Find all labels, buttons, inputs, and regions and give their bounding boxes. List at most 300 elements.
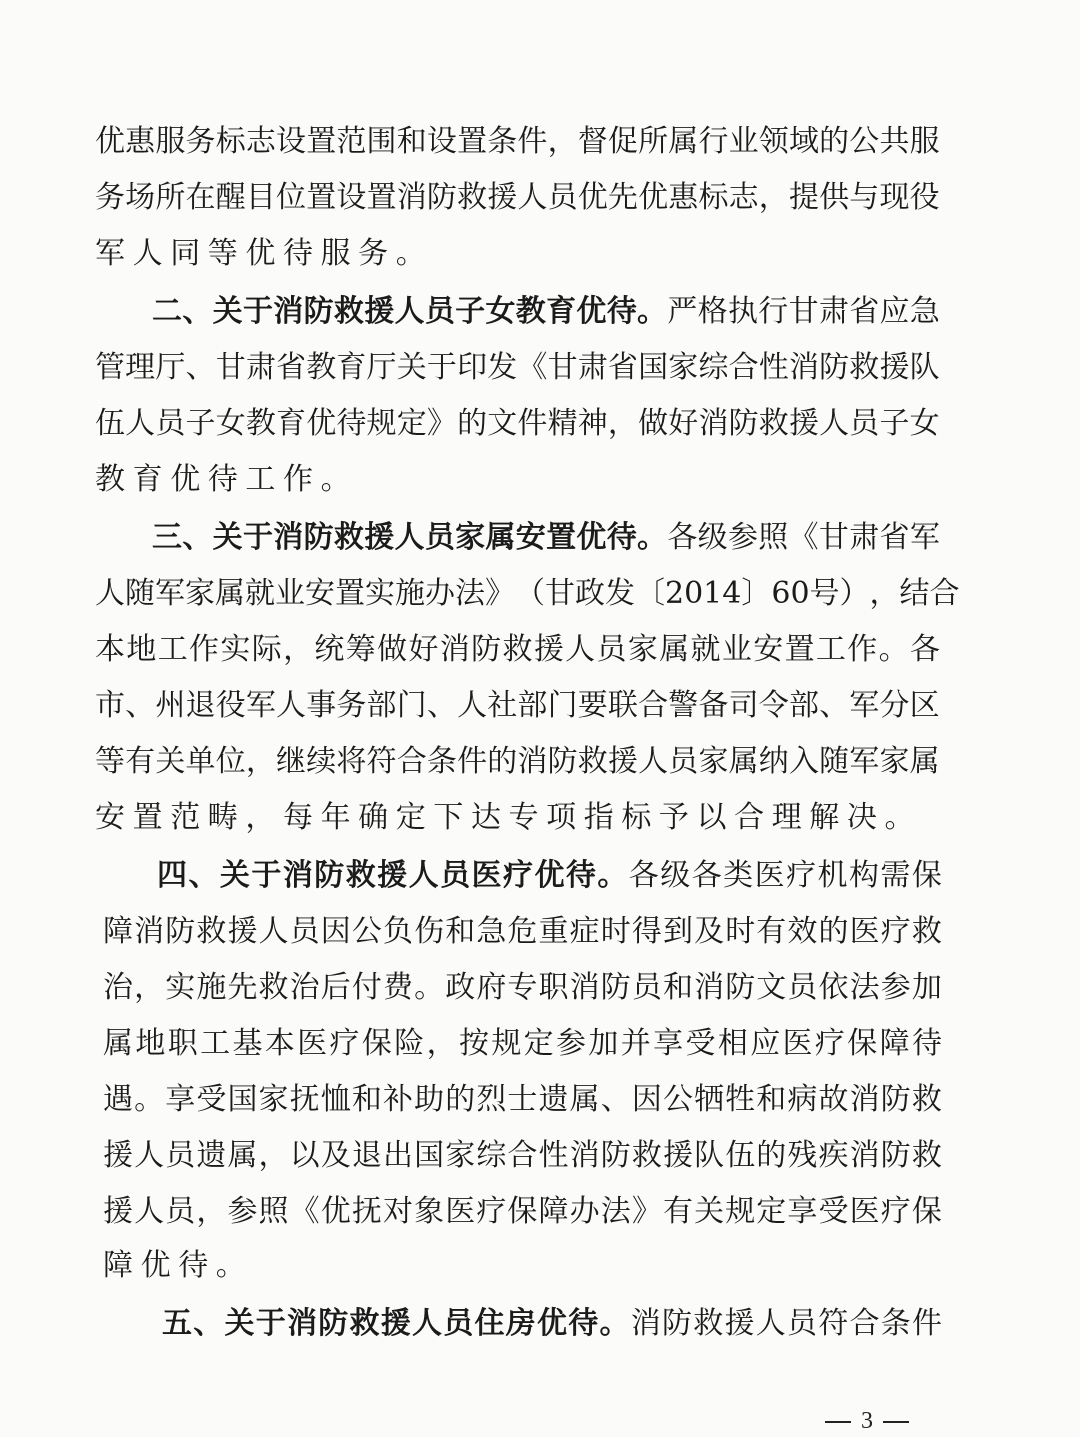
glyph: 和 bbox=[445, 914, 476, 949]
glyph: 二 bbox=[152, 294, 182, 329]
glyph: 救 bbox=[502, 632, 533, 667]
glyph: 抚 bbox=[351, 1194, 382, 1229]
glyph: 务 bbox=[185, 124, 216, 159]
glyph: 的 bbox=[445, 1082, 476, 1117]
glyph: 理 bbox=[771, 800, 802, 835]
glyph: 2014 bbox=[665, 576, 742, 611]
glyph: 厅 bbox=[155, 350, 186, 385]
glyph: 范 bbox=[336, 124, 367, 159]
glyph: 》 bbox=[631, 1194, 662, 1229]
glyph: 优 bbox=[170, 462, 201, 497]
glyph: 于 bbox=[242, 294, 273, 329]
text-line bbox=[95, 122, 940, 162]
glyph: 享 bbox=[653, 1026, 684, 1061]
glyph: 、 bbox=[600, 1082, 631, 1117]
glyph: 消 bbox=[569, 970, 600, 1005]
glyph: 援 bbox=[103, 1138, 133, 1173]
glyph: 救 bbox=[911, 914, 942, 949]
glyph: 付 bbox=[351, 970, 382, 1005]
glyph: 神 bbox=[577, 406, 608, 441]
glyph: 务 bbox=[358, 236, 389, 271]
glyph: 防 bbox=[165, 914, 196, 949]
glyph: 家 bbox=[668, 350, 699, 385]
glyph: 出 bbox=[382, 1138, 413, 1173]
glyph: 的 bbox=[487, 744, 518, 779]
glyph: 肃 bbox=[577, 350, 608, 385]
glyph: 规 bbox=[725, 1194, 756, 1229]
glyph: 补 bbox=[382, 1082, 413, 1117]
glyph: 消 bbox=[282, 858, 313, 893]
glyph: 《 bbox=[517, 350, 548, 385]
glyph: 消 bbox=[287, 1306, 317, 1341]
glyph: 备 bbox=[698, 688, 729, 723]
glyph: 属 bbox=[728, 744, 759, 779]
glyph: 号 bbox=[809, 576, 840, 611]
text-line bbox=[103, 912, 942, 952]
glyph: 军 bbox=[155, 576, 185, 611]
glyph: 职 bbox=[167, 1026, 198, 1061]
glyph: 应 bbox=[879, 294, 910, 329]
glyph: 法 bbox=[600, 1194, 631, 1229]
glyph: 员 bbox=[787, 1306, 817, 1341]
glyph: 教 bbox=[515, 294, 546, 329]
glyph: 件 bbox=[912, 1306, 942, 1341]
glyph: 地 bbox=[126, 632, 157, 667]
glyph: 及 bbox=[694, 914, 725, 949]
glyph: 设 bbox=[276, 124, 307, 159]
glyph: 施 bbox=[395, 576, 425, 611]
glyph: 待 bbox=[568, 1306, 599, 1341]
glyph: 置 bbox=[306, 124, 337, 159]
glyph: 牺 bbox=[694, 1082, 725, 1117]
glyph: 》 bbox=[426, 406, 457, 441]
glyph: 续 bbox=[306, 744, 337, 779]
glyph: 关 bbox=[212, 520, 243, 555]
glyph: 。 bbox=[320, 462, 351, 497]
glyph: 急 bbox=[909, 294, 940, 329]
glyph: 年 bbox=[320, 800, 351, 835]
text-line bbox=[103, 968, 942, 1008]
glyph: 国 bbox=[227, 1082, 258, 1117]
page-footer bbox=[812, 1405, 922, 1435]
glyph: 住 bbox=[474, 1306, 505, 1341]
glyph: 员 bbox=[424, 294, 455, 329]
glyph: 加 bbox=[911, 970, 942, 1005]
glyph: ， bbox=[258, 1138, 289, 1173]
glyph: ， bbox=[245, 744, 276, 779]
glyph: 病 bbox=[787, 1082, 818, 1117]
glyph: 类 bbox=[723, 858, 754, 893]
footer-dash-right bbox=[883, 1421, 909, 1423]
glyph: 关 bbox=[155, 744, 186, 779]
glyph: 消 bbox=[134, 914, 165, 949]
glyph: 女 bbox=[909, 406, 940, 441]
glyph: ， bbox=[869, 576, 900, 611]
glyph: 级 bbox=[660, 858, 691, 893]
glyph: 待 bbox=[336, 406, 367, 441]
glyph: 育 bbox=[546, 294, 577, 329]
glyph: 子 bbox=[455, 294, 486, 329]
glyph: 享 bbox=[787, 1194, 818, 1229]
glyph: 受 bbox=[818, 1194, 849, 1229]
glyph: 警 bbox=[668, 688, 699, 723]
text-line bbox=[95, 742, 940, 782]
glyph: 救 bbox=[758, 406, 789, 441]
glyph: 的 bbox=[457, 406, 488, 441]
glyph: 牲 bbox=[725, 1082, 756, 1117]
glyph: 优 bbox=[306, 406, 337, 441]
glyph: 享 bbox=[165, 1082, 196, 1117]
glyph: 援 bbox=[377, 858, 408, 893]
glyph: 到 bbox=[662, 914, 693, 949]
glyph: 役 bbox=[215, 688, 246, 723]
glyph: 置 bbox=[132, 800, 163, 835]
glyph: 消 bbox=[517, 744, 548, 779]
glyph: 救 bbox=[258, 970, 289, 1005]
glyph: 甘 bbox=[547, 350, 578, 385]
glyph: 保 bbox=[361, 1026, 392, 1061]
glyph: 置 bbox=[546, 520, 577, 555]
glyph: 女 bbox=[215, 406, 246, 441]
glyph: 应 bbox=[750, 1026, 781, 1061]
glyph: 军 bbox=[849, 744, 880, 779]
text-line bbox=[95, 348, 940, 388]
glyph: 属 bbox=[227, 1138, 258, 1173]
glyph: 家 bbox=[698, 744, 729, 779]
text-line bbox=[152, 518, 940, 558]
glyph: 家 bbox=[627, 632, 658, 667]
glyph: （ bbox=[515, 576, 545, 611]
glyph: 标 bbox=[698, 180, 729, 215]
glyph: 优 bbox=[638, 180, 669, 215]
glyph: 各 bbox=[691, 858, 722, 893]
glyph: 分 bbox=[879, 688, 910, 723]
glyph: 症 bbox=[569, 914, 600, 949]
glyph: 件 bbox=[457, 744, 488, 779]
glyph: 定 bbox=[756, 1194, 787, 1229]
glyph: 肃 bbox=[849, 520, 880, 555]
glyph: 有 bbox=[125, 744, 156, 779]
glyph: 后 bbox=[320, 970, 351, 1005]
glyph: 标 bbox=[215, 124, 246, 159]
glyph: 甘 bbox=[788, 294, 819, 329]
glyph: 设 bbox=[336, 180, 367, 215]
text-line bbox=[152, 292, 940, 332]
glyph: 关 bbox=[694, 1194, 725, 1229]
glyph: 置 bbox=[457, 124, 488, 159]
glyph: ， bbox=[426, 1026, 457, 1061]
glyph: 队 bbox=[909, 350, 940, 385]
glyph: 家 bbox=[879, 744, 910, 779]
glyph: 救 bbox=[349, 1306, 380, 1341]
glyph: 机 bbox=[817, 858, 848, 893]
text-line bbox=[103, 1080, 942, 1120]
glyph: 构 bbox=[848, 858, 879, 893]
glyph: 员 bbox=[440, 858, 471, 893]
glyph: 令 bbox=[758, 688, 789, 723]
glyph: 公 bbox=[849, 124, 880, 159]
glyph: 受 bbox=[685, 1026, 716, 1061]
glyph: 本 bbox=[264, 1026, 295, 1061]
glyph: 安 bbox=[753, 632, 784, 667]
glyph: 服 bbox=[320, 236, 351, 271]
glyph: 子 bbox=[185, 406, 216, 441]
glyph: 援 bbox=[380, 1306, 411, 1341]
glyph: 安 bbox=[95, 800, 125, 835]
glyph: 、 bbox=[193, 1306, 224, 1341]
glyph: 作 bbox=[847, 632, 878, 667]
glyph: 五 bbox=[162, 1306, 192, 1341]
glyph: 人 bbox=[412, 1306, 442, 1341]
glyph: 以 bbox=[696, 800, 727, 835]
glyph: 教 bbox=[245, 406, 276, 441]
glyph: 继 bbox=[276, 744, 307, 779]
glyph: 文 bbox=[756, 970, 787, 1005]
glyph: 援 bbox=[364, 520, 395, 555]
glyph: 醒 bbox=[215, 180, 246, 215]
glyph: 女 bbox=[485, 294, 516, 329]
glyph: 将 bbox=[336, 744, 367, 779]
glyph: 相 bbox=[717, 1026, 748, 1061]
glyph: 印 bbox=[457, 350, 488, 385]
glyph: 防 bbox=[725, 970, 756, 1005]
glyph: ） bbox=[839, 576, 870, 611]
glyph: 职 bbox=[538, 970, 569, 1005]
glyph: 急 bbox=[476, 914, 507, 949]
glyph: 员 bbox=[787, 970, 818, 1005]
glyph: 肃 bbox=[245, 350, 276, 385]
glyph: 保 bbox=[847, 1026, 878, 1061]
glyph: 育 bbox=[336, 350, 367, 385]
glyph: 管 bbox=[95, 350, 125, 385]
glyph: 人 bbox=[408, 858, 439, 893]
glyph: 队 bbox=[694, 1138, 725, 1173]
glyph: 援 bbox=[879, 350, 910, 385]
glyph: 障 bbox=[538, 1194, 569, 1229]
glyph: 条 bbox=[426, 744, 457, 779]
glyph: 、 bbox=[185, 350, 216, 385]
glyph: 援 bbox=[364, 294, 395, 329]
glyph: 疗 bbox=[502, 858, 533, 893]
glyph: 照 bbox=[758, 520, 789, 555]
glyph: 医 bbox=[849, 1194, 880, 1229]
glyph: 精 bbox=[547, 406, 578, 441]
glyph: 所 bbox=[155, 180, 186, 215]
glyph: 性 bbox=[758, 350, 789, 385]
footer-dash-left bbox=[825, 1421, 851, 1423]
glyph: 省 bbox=[849, 294, 880, 329]
glyph: 士 bbox=[507, 1082, 538, 1117]
glyph: 每 bbox=[282, 800, 313, 835]
glyph: ， bbox=[547, 124, 578, 159]
glyph: 符 bbox=[366, 744, 397, 779]
glyph: 甘 bbox=[215, 350, 246, 385]
glyph: 合 bbox=[849, 1306, 880, 1341]
glyph: 故 bbox=[818, 1082, 849, 1117]
glyph: 待 bbox=[178, 1248, 209, 1283]
glyph: 。 bbox=[395, 236, 426, 271]
glyph: 关 bbox=[224, 1306, 255, 1341]
glyph: 参 bbox=[227, 1194, 258, 1229]
glyph: 时 bbox=[600, 914, 631, 949]
glyph: 格 bbox=[697, 294, 728, 329]
glyph: 单 bbox=[185, 744, 216, 779]
glyph: 就 bbox=[690, 632, 721, 667]
glyph: 督 bbox=[577, 124, 608, 159]
glyph: 伍 bbox=[95, 406, 125, 441]
glyph: 专 bbox=[507, 970, 538, 1005]
glyph: 救 bbox=[849, 350, 880, 385]
glyph: 市 bbox=[95, 688, 125, 723]
glyph: 。 bbox=[637, 294, 667, 329]
glyph: 防 bbox=[728, 406, 759, 441]
glyph: 务 bbox=[95, 180, 125, 215]
glyph: 救 bbox=[196, 914, 227, 949]
glyph: 区 bbox=[909, 688, 940, 723]
glyph: 、 bbox=[188, 858, 219, 893]
glyph: 因 bbox=[320, 914, 351, 949]
glyph: 设 bbox=[426, 124, 457, 159]
glyph: 司 bbox=[728, 688, 759, 723]
glyph: 门 bbox=[547, 688, 578, 723]
glyph: 费 bbox=[382, 970, 413, 1005]
glyph: 遇 bbox=[103, 1082, 133, 1117]
text-line bbox=[103, 1024, 942, 1064]
glyph: 援 bbox=[607, 744, 638, 779]
glyph: 人 bbox=[565, 632, 596, 667]
glyph: 公 bbox=[662, 1082, 693, 1117]
glyph: 疾 bbox=[818, 1138, 849, 1173]
glyph: 好 bbox=[408, 632, 439, 667]
glyph: 人 bbox=[517, 180, 548, 215]
glyph: 好 bbox=[668, 406, 699, 441]
glyph: 救 bbox=[577, 744, 608, 779]
glyph: 防 bbox=[880, 1138, 911, 1173]
glyph: 待 bbox=[606, 294, 637, 329]
glyph: 肃 bbox=[818, 294, 849, 329]
glyph: 防 bbox=[318, 1306, 349, 1341]
glyph: 按 bbox=[458, 1026, 489, 1061]
glyph: 先 bbox=[227, 970, 258, 1005]
glyph: 实 bbox=[220, 632, 251, 667]
glyph: 合 bbox=[507, 1138, 538, 1173]
glyph: 员 bbox=[443, 1306, 474, 1341]
glyph: 做 bbox=[638, 406, 669, 441]
glyph: 需 bbox=[880, 858, 911, 893]
glyph: 待 bbox=[911, 1026, 942, 1061]
glyph: 国 bbox=[638, 350, 669, 385]
glyph: 军 bbox=[849, 688, 880, 723]
glyph: 发 bbox=[605, 576, 635, 611]
glyph: 和 bbox=[396, 124, 427, 159]
glyph: 》 bbox=[485, 576, 515, 611]
glyph: 参 bbox=[727, 520, 758, 555]
glyph: 。 bbox=[878, 632, 909, 667]
text-line bbox=[103, 1192, 942, 1232]
glyph: 60 bbox=[771, 576, 810, 611]
glyph: 疗 bbox=[476, 1194, 507, 1229]
glyph: 严 bbox=[667, 294, 698, 329]
glyph: 育 bbox=[132, 462, 163, 497]
glyph: 件 bbox=[517, 406, 548, 441]
glyph: 实 bbox=[365, 576, 395, 611]
glyph: 优 bbox=[140, 1248, 171, 1283]
glyph: 及 bbox=[320, 1138, 351, 1173]
glyph: 消 bbox=[849, 1138, 880, 1173]
glyph: 作 bbox=[282, 462, 313, 497]
glyph: 依 bbox=[818, 970, 849, 1005]
glyph: 甘 bbox=[818, 520, 849, 555]
glyph: 、 bbox=[819, 688, 850, 723]
glyph: 待 bbox=[282, 236, 313, 271]
glyph: 各 bbox=[628, 858, 659, 893]
glyph: 的 bbox=[819, 124, 850, 159]
glyph: 退 bbox=[185, 688, 216, 723]
glyph: 抚 bbox=[289, 1082, 320, 1117]
text-line bbox=[95, 574, 960, 614]
glyph: 恤 bbox=[320, 1082, 351, 1117]
glyph: 人 bbox=[258, 914, 289, 949]
glyph: 防 bbox=[426, 180, 457, 215]
glyph: 志 bbox=[728, 180, 759, 215]
glyph: 纳 bbox=[758, 744, 789, 779]
glyph: 共 bbox=[879, 124, 910, 159]
glyph: 性 bbox=[538, 1138, 569, 1173]
glyph: 消 bbox=[849, 1082, 880, 1117]
glyph: 关 bbox=[212, 294, 243, 329]
glyph: 结 bbox=[899, 576, 930, 611]
glyph: 确 bbox=[358, 800, 389, 835]
text-line bbox=[162, 1304, 942, 1344]
glyph: 救 bbox=[345, 858, 376, 893]
glyph: 业 bbox=[721, 632, 752, 667]
glyph: 照 bbox=[258, 1194, 289, 1229]
glyph: 工 bbox=[815, 632, 846, 667]
text-line bbox=[103, 1246, 942, 1286]
glyph: 员 bbox=[631, 970, 662, 1005]
glyph: 志 bbox=[245, 124, 276, 159]
glyph: 筹 bbox=[345, 632, 376, 667]
glyph: 同 bbox=[170, 236, 201, 271]
glyph: 援 bbox=[533, 632, 564, 667]
glyph: 发 bbox=[487, 350, 518, 385]
glyph: 。 bbox=[414, 970, 445, 1005]
glyph: 疗 bbox=[786, 858, 817, 893]
glyph: 人 bbox=[95, 576, 125, 611]
glyph: 防 bbox=[880, 1082, 911, 1117]
glyph: 门 bbox=[396, 688, 427, 723]
glyph: 于 bbox=[255, 1306, 286, 1341]
glyph: 人 bbox=[276, 688, 307, 723]
glyph: 行 bbox=[758, 294, 789, 329]
glyph: 参 bbox=[880, 970, 911, 1005]
glyph: 场 bbox=[125, 180, 156, 215]
glyph: 消 bbox=[273, 294, 304, 329]
glyph: 子 bbox=[879, 406, 910, 441]
text-line bbox=[95, 234, 940, 274]
glyph: 符 bbox=[818, 1306, 849, 1341]
glyph: 消 bbox=[788, 350, 819, 385]
glyph: 行 bbox=[698, 124, 729, 159]
glyph: 项 bbox=[546, 800, 577, 835]
glyph: 优 bbox=[320, 1194, 351, 1229]
glyph: 理 bbox=[125, 350, 156, 385]
glyph: 优 bbox=[534, 858, 565, 893]
glyph: 达 bbox=[470, 800, 501, 835]
glyph: 〕 bbox=[741, 576, 772, 611]
glyph: 人 bbox=[819, 406, 850, 441]
glyph: 残 bbox=[787, 1138, 818, 1173]
